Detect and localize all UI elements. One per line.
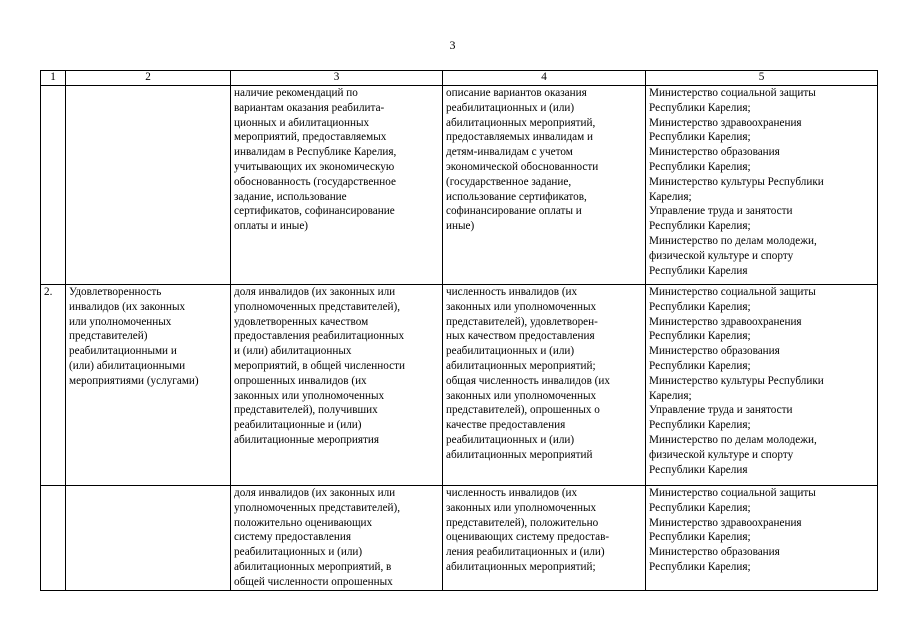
indicators-table xyxy=(40,70,878,591)
cell-text-line: софинансирование оплаты и xyxy=(446,205,582,218)
cell-text-line: Министерство социальной защиты xyxy=(649,87,816,99)
cell-text-line: Карелия; xyxy=(649,389,692,402)
cell-text-line: уполномоченных представителей), xyxy=(234,300,401,313)
calculation-method-cell xyxy=(443,486,646,591)
cell-text-line: Карелия; xyxy=(649,190,692,203)
cell-text-line: мероприятий, предоставляемых xyxy=(234,131,387,144)
cell-text-line: описание вариантов оказания xyxy=(446,87,587,99)
cell-text-line: детям-инвалидам с учетом xyxy=(446,146,573,159)
cell-text-line: уполномоченных представителей), xyxy=(234,501,401,514)
cell-text-line: опрошенных инвалидов (их xyxy=(234,374,367,387)
cell-text-line: предоставления реабилитационных xyxy=(234,330,405,343)
cell-text-line: Министерство социальной защиты xyxy=(649,286,816,298)
cell-text-line: реабилитационными и xyxy=(69,345,177,358)
cell-text-line: Министерство здравоохранения xyxy=(649,116,802,129)
cell-text-line: доля инвалидов (их законных или xyxy=(234,487,396,499)
cell-text-line: учитывающих их экономическую xyxy=(234,160,395,173)
cell-text-line: Управление труда и занятости xyxy=(649,404,793,417)
cell-text-line: представителей) xyxy=(69,330,148,343)
cell-text-line: Республики Карелия; xyxy=(649,330,751,343)
cell-text-line: мероприятий, в общей численности xyxy=(234,359,405,372)
responsible-cell xyxy=(646,86,878,285)
column-header: 5 xyxy=(646,71,878,86)
cell-text-line: Министерство здравоохранения xyxy=(649,315,802,328)
cell-text-line: Республики Карелия xyxy=(649,463,748,476)
table-row xyxy=(41,285,878,486)
criterion-name-cell xyxy=(66,86,231,285)
cell-text-line: сертификатов, софинансирование xyxy=(234,205,395,218)
indicator-cell xyxy=(231,86,443,285)
cell-text-line: Удовлетворенность xyxy=(69,286,162,298)
column-header: 1 xyxy=(41,71,66,86)
cell-text-line: экономической обоснованности xyxy=(446,160,599,173)
cell-text-line: обоснованность (государственное xyxy=(234,175,396,188)
cell-text-line: Министерство образования xyxy=(649,546,780,559)
cell-text-line: ления реабилитационных и (или) xyxy=(446,546,605,559)
cell-text-line: (государственное задание, xyxy=(446,175,572,188)
cell-text-line: Министерство образования xyxy=(649,146,780,159)
responsible-cell xyxy=(646,486,878,591)
cell-text-line: Министерство по делам молодежи, xyxy=(649,234,817,247)
cell-text-line: Республики Карелия; xyxy=(649,101,751,114)
cell-text-line: Министерство образования xyxy=(649,345,780,358)
cell-text-line: вариантам оказания реабилита- xyxy=(234,101,385,114)
cell-text-line: инвалидам в Республике Карелия, xyxy=(234,146,397,159)
cell-text-line: Республики Карелия xyxy=(649,264,748,277)
cell-text-line: представителей), удовлетворен- xyxy=(446,315,598,328)
cell-text-line: физической культуре и спорту xyxy=(649,249,794,262)
cell-text-line: законных или уполномоченных xyxy=(446,389,597,402)
cell-text-line: абилитационных мероприятий, xyxy=(446,116,596,129)
cell-text-line: реабилитационных и (или) xyxy=(446,101,575,114)
cell-text-line: Министерство социальной защиты xyxy=(649,487,816,499)
row-number-cell xyxy=(41,86,66,285)
cell-text-line: Республики Карелия; xyxy=(649,131,751,144)
cell-text-line: представителей), опрошенных о xyxy=(446,404,600,417)
cell-text-line: оплаты и иные) xyxy=(234,220,309,233)
column-header: 3 xyxy=(231,71,443,86)
cell-text-line: положительно оценивающих xyxy=(234,516,373,529)
cell-text-line: ционных и абилитационных xyxy=(234,116,370,129)
cell-text-line: качестве предоставления xyxy=(446,419,566,432)
table-header-row xyxy=(41,71,878,86)
cell-text-line: ных качеством предоставления xyxy=(446,330,595,343)
cell-text-line: реабилитационные и (или) xyxy=(234,419,362,432)
cell-text-line: инвалидов (их законных xyxy=(69,300,186,313)
cell-text-line: Республики Карелия; xyxy=(649,531,751,544)
cell-text-line: Республики Карелия; xyxy=(649,359,751,372)
cell-text-line: реабилитационных и (или) xyxy=(234,546,363,559)
cell-text-line: Республики Карелия; xyxy=(649,501,751,514)
cell-text-line: (или) абилитационными xyxy=(69,359,186,372)
cell-text-line: использование сертификатов, xyxy=(446,190,587,203)
cell-text-line: абилитационные мероприятия xyxy=(234,433,379,446)
cell-text-line: задание, использование xyxy=(234,190,347,203)
cell-text-line: предоставляемых инвалидам и xyxy=(446,131,593,144)
cell-text-line: Республики Карелия; xyxy=(649,160,751,173)
cell-text-line: и (или) абилитационных xyxy=(234,345,352,358)
cell-text-line: Министерство культуры Республики xyxy=(649,374,824,387)
cell-text-line: Республики Карелия; xyxy=(649,560,751,573)
cell-text-line: абилитационных мероприятий; xyxy=(446,359,596,372)
cell-text-line: Министерство здравоохранения xyxy=(649,516,802,529)
row-number-cell: 2. xyxy=(41,285,66,486)
cell-text-line: численность инвалидов (их xyxy=(446,286,578,298)
cell-text-line: Республики Карелия; xyxy=(649,220,751,233)
column-header: 2 xyxy=(66,71,231,86)
cell-text-line: представителей), получивших xyxy=(234,404,378,417)
cell-text-line: Министерство культуры Республики xyxy=(649,175,824,188)
cell-text-line: систему предоставления xyxy=(234,531,351,544)
cell-text-line: реабилитационных и (или) xyxy=(446,433,575,446)
cell-text-line: абилитационных мероприятий, в xyxy=(234,560,392,573)
table-row xyxy=(41,86,878,285)
row-number-cell xyxy=(41,486,66,591)
cell-text-line: численность инвалидов (их xyxy=(446,487,578,499)
cell-text-line: законных или уполномоченных xyxy=(446,300,597,313)
responsible-cell xyxy=(646,285,878,486)
cell-text-line: или уполномоченных xyxy=(69,315,172,328)
criterion-name-cell xyxy=(66,285,231,486)
indicator-cell xyxy=(231,486,443,591)
calculation-method-cell xyxy=(443,86,646,285)
cell-text-line: наличие рекомендаций по xyxy=(234,87,358,99)
cell-text-line: иные) xyxy=(446,220,475,233)
indicator-cell xyxy=(231,285,443,486)
cell-text-line: удовлетворенных качеством xyxy=(234,315,369,328)
cell-text-line: реабилитационных и (или) xyxy=(446,345,575,358)
cell-text-line: мероприятиями (услугами) xyxy=(69,374,199,387)
column-header: 4 xyxy=(443,71,646,86)
cell-text-line: доля инвалидов (их законных или xyxy=(234,286,396,298)
cell-text-line: законных или уполномоченных xyxy=(234,389,385,402)
cell-text-line: абилитационных мероприятий xyxy=(446,448,593,461)
cell-text-line: Республики Карелия; xyxy=(649,419,751,432)
page-number: 3 xyxy=(449,38,456,52)
cell-text-line: оценивающих систему предостав- xyxy=(446,531,610,544)
cell-text-line: представителей), положительно xyxy=(446,516,599,529)
cell-text-line: абилитационных мероприятий; xyxy=(446,560,596,573)
criterion-name-cell xyxy=(66,486,231,591)
cell-text-line: Управление труда и занятости xyxy=(649,205,793,218)
table-row xyxy=(41,486,878,591)
calculation-method-cell xyxy=(443,285,646,486)
cell-text-line: Республики Карелия; xyxy=(649,300,751,313)
cell-text-line: законных или уполномоченных xyxy=(446,501,597,514)
cell-text-line: общей численности опрошенных xyxy=(234,575,393,588)
cell-text-line: физической культуре и спорту xyxy=(649,448,794,461)
cell-text-line: Министерство по делам молодежи, xyxy=(649,433,817,446)
cell-text-line: общая численность инвалидов (их xyxy=(446,374,610,387)
